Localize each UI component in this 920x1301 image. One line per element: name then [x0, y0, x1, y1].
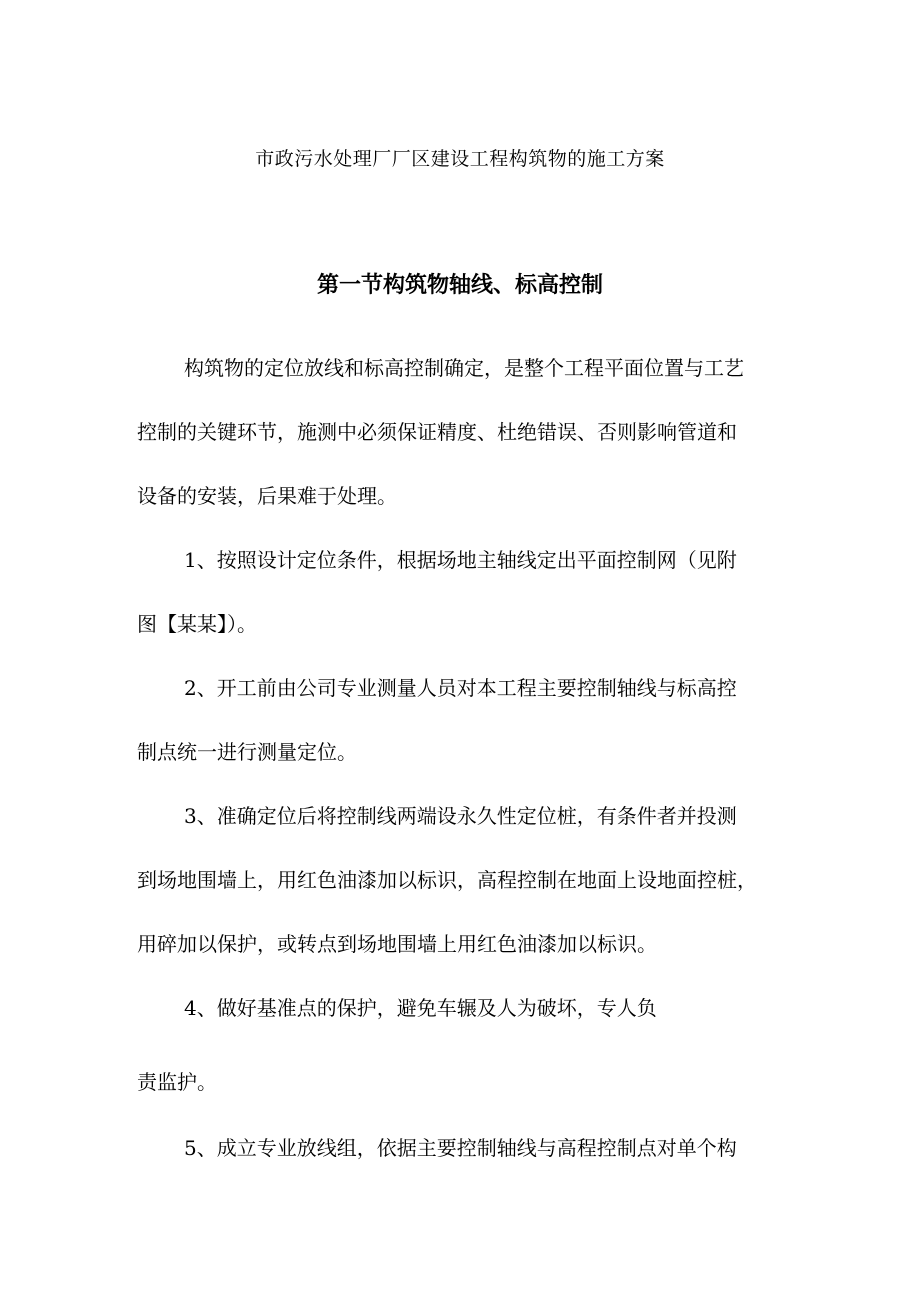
document-title: 市政污水处理厂厂区建设工程构筑物的施工方案: [255, 148, 665, 170]
list-item-line: 到场地围墙上，用红色油漆加以标识，高程控制在地面上设地面控桩，: [137, 868, 757, 892]
list-item-line: 责监护。: [137, 1070, 217, 1094]
paragraph-line: 控制的关键环节，施测中必须保证精度、杜绝错误、否则影响管道和: [137, 420, 737, 444]
paragraph-line: 设备的安装，后果难于处理。: [137, 484, 397, 508]
list-item-line: 4、做好基准点的保护，避免车辗及人为破坏，专人负: [184, 996, 657, 1020]
list-item-line: 5、成立专业放线组，依据主要控制轴线与高程控制点对单个构: [184, 1136, 737, 1160]
list-item-line: 图【某某】）。: [137, 612, 257, 636]
section-heading: 第一节构筑物轴线、标高控制: [316, 273, 603, 298]
list-item-line: 3、准确定位后将控制线两端设永久性定位桩，有条件者并投测: [184, 804, 737, 828]
list-item-line: 用碎加以保护，或转点到场地围墙上用红色油漆加以标识。: [137, 932, 657, 956]
list-item-line: 制点统一进行测量定位。: [137, 740, 357, 764]
paragraph-line: 构筑物的定位放线和标高控制确定，是整个工程平面位置与工艺: [184, 356, 744, 380]
list-item-line: 1、按照设计定位条件，根据场地主轴线定出平面控制网（见附: [184, 548, 737, 572]
list-item-line: 2、开工前由公司专业测量人员对本工程主要控制轴线与标高控: [184, 676, 737, 700]
